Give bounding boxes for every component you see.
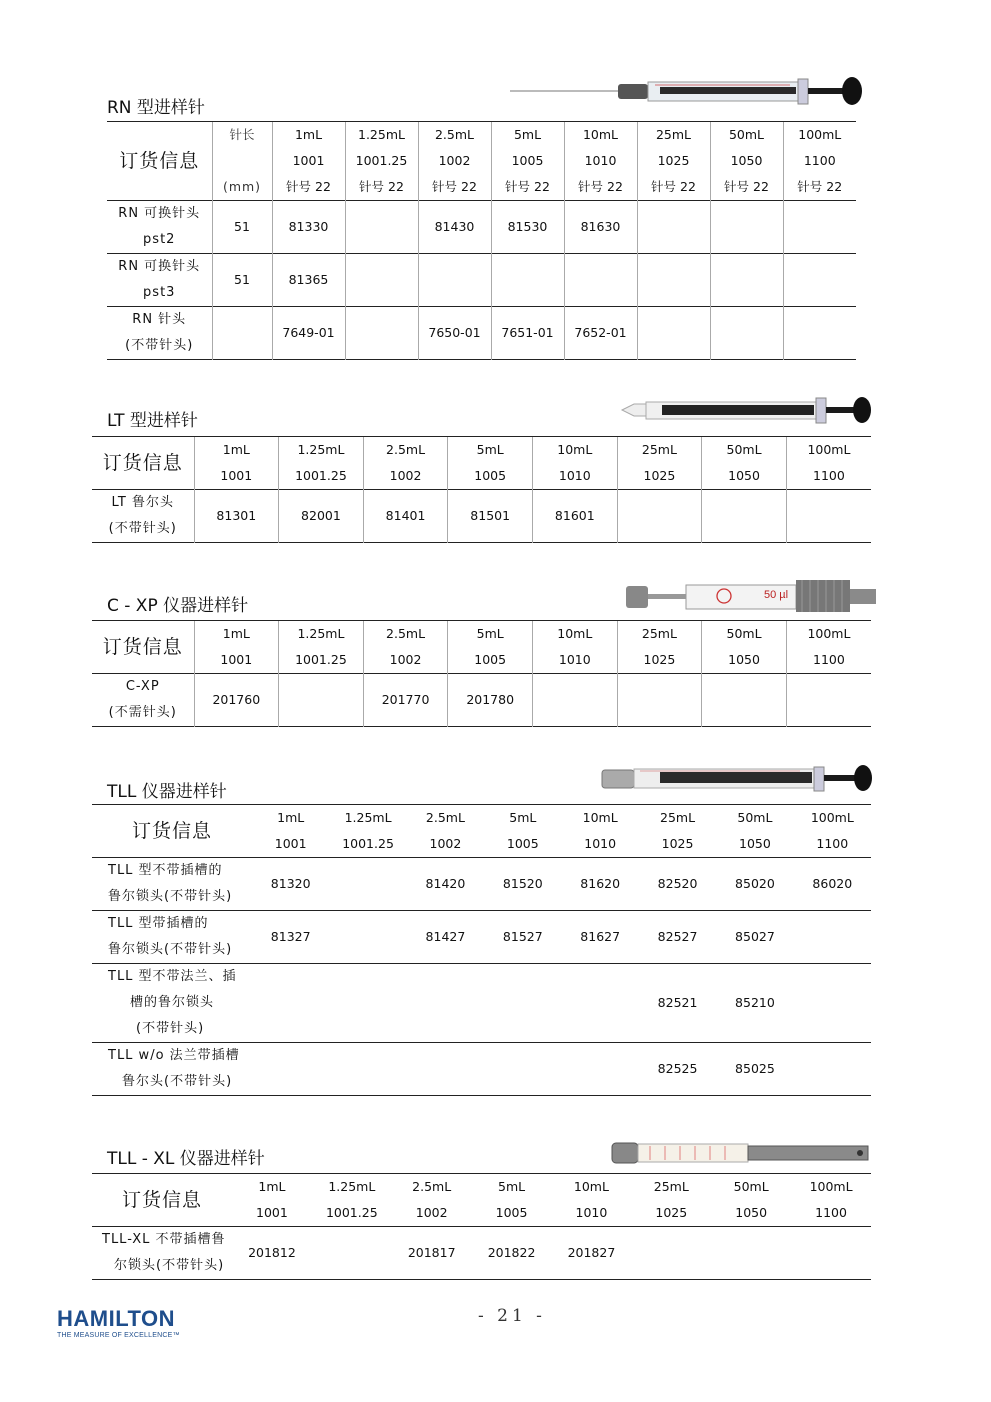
- tllxl-col-vol: 10mL: [552, 1174, 632, 1201]
- tll-syringe-image: [600, 763, 876, 795]
- rn-syringe-image: [510, 76, 865, 110]
- hamilton-logo: [57, 1306, 180, 1339]
- table-cell: [794, 911, 871, 964]
- rn-col-code: 1050: [710, 148, 783, 174]
- rn-col-vol: 50mL: [710, 122, 783, 149]
- tll-col-vol: 1mL: [252, 805, 329, 832]
- table-cell: 81520: [484, 858, 561, 911]
- table-cell: 201780: [448, 674, 533, 727]
- table-cell: [631, 1227, 711, 1280]
- table-cell: [533, 674, 618, 727]
- table-cell: [637, 201, 710, 254]
- table-cell: 201760: [194, 674, 279, 727]
- rn-col-gauge: 针号 22: [272, 174, 345, 201]
- table-cell: [345, 254, 418, 307]
- table-cell: [791, 1227, 871, 1280]
- table-cell: 85210: [716, 964, 793, 1043]
- table-cell: [786, 674, 871, 727]
- tll-col-code: 1001.25: [342, 836, 394, 851]
- table-cell: 81430: [418, 201, 491, 254]
- tllxl-col-code: 1001.25: [325, 1205, 378, 1220]
- tllxl-col-vol: 50mL: [711, 1174, 791, 1201]
- tllxl-col-code: 1010: [575, 1205, 608, 1220]
- lt-row-label: LT 鲁尔头 (不带针头): [92, 490, 194, 543]
- table-cell: 7651-01: [491, 307, 564, 360]
- tll-col-code: 1100: [816, 836, 849, 851]
- table-cell: [252, 1043, 329, 1096]
- logo-wordmark: HAMILTON: [57, 1306, 176, 1331]
- rn-col-vol: 25mL: [637, 122, 710, 149]
- table-cell: 85025: [716, 1043, 793, 1096]
- table-cell: 81330: [272, 201, 345, 254]
- table-cell: 86020: [794, 858, 871, 911]
- tllxl-order-table: [92, 1173, 871, 1280]
- tllxl-row-label: TLL-XL 不带插槽鲁 尔锁头(不带针头): [92, 1227, 232, 1280]
- rn-col-code: 1010: [564, 148, 637, 174]
- table-cell: 81401: [363, 490, 448, 543]
- table-cell: 81620: [562, 858, 639, 911]
- table-cell: [329, 858, 406, 911]
- lt-col-code: 1025: [617, 463, 702, 490]
- rn-order-label: 订货信息: [107, 122, 212, 201]
- table-cell: 81601: [533, 490, 618, 543]
- rn-col-gauge: 针号 22: [418, 174, 491, 201]
- table-cell: [562, 1043, 639, 1096]
- lt-col-code: 1001.25: [279, 463, 364, 490]
- rn-col-gauge: 针号 22: [710, 174, 783, 201]
- table-cell: [491, 254, 564, 307]
- rn-col-gauge: 针号 22: [783, 174, 856, 201]
- rn-needle-length-unit: (mm): [212, 174, 272, 201]
- tll-col-vol: 10mL: [562, 805, 639, 832]
- table-cell: [329, 911, 406, 964]
- cxp-col-vol: 5mL: [448, 621, 533, 648]
- rn-order-table: [107, 121, 856, 360]
- tll-row-label: TLL 型不带法兰、插 槽的鲁尔锁头 (不带针头): [92, 964, 252, 1043]
- table-cell: 82521: [639, 964, 716, 1043]
- table-cell: 81327: [252, 911, 329, 964]
- table-cell: 201812: [232, 1227, 312, 1280]
- tllxl-col-code: 1002: [415, 1205, 448, 1220]
- rn-col-code: 1001.25: [345, 148, 418, 174]
- cxp-row-label: C-XP (不需针头): [92, 674, 194, 727]
- lt-col-code: 1002: [363, 463, 448, 490]
- tll-col-vol: 5mL: [484, 805, 561, 832]
- tll-col-code: 1005: [506, 836, 539, 851]
- table-cell: [794, 964, 871, 1043]
- table-cell: 7649-01: [272, 307, 345, 360]
- lt-col-vol: 25mL: [617, 437, 702, 464]
- table-cell: [710, 307, 783, 360]
- table-cell: 81301: [194, 490, 279, 543]
- tllxl-order-label: 订货信息: [92, 1174, 232, 1227]
- cxp-col-vol: 1.25mL: [279, 621, 364, 648]
- rn-col-code: 1002: [418, 148, 491, 174]
- cxp-col-code: 1010: [533, 647, 618, 674]
- rn-row-length: 51: [212, 254, 272, 307]
- cxp-col-code: 1100: [786, 647, 871, 674]
- lt-col-vol: 100mL: [786, 437, 871, 464]
- table-cell: 81501: [448, 490, 533, 543]
- rn-col-vol: 5mL: [491, 122, 564, 149]
- cxp-col-code: 1050: [702, 647, 787, 674]
- cxp-col-code: 1001: [194, 647, 279, 674]
- lt-order-table: [92, 436, 871, 543]
- table-cell: 81627: [562, 911, 639, 964]
- tll-col-vol: 100mL: [794, 805, 871, 832]
- lt-col-vol: 10mL: [533, 437, 618, 464]
- logo-tagline: THE MEASURE OF EXCELLENCE™: [57, 1332, 180, 1339]
- tll-col-code: 1002: [429, 836, 462, 851]
- lt-col-vol: 50mL: [702, 437, 787, 464]
- tll-row-label: TLL 型不带插槽的 鲁尔锁头(不带针头): [92, 858, 252, 911]
- table-cell: 85027: [716, 911, 793, 964]
- tll-row-label: TLL w/o 法兰带插槽 鲁尔头(不带针头): [92, 1043, 252, 1096]
- table-cell: [637, 307, 710, 360]
- table-cell: 82525: [639, 1043, 716, 1096]
- lt-col-vol: 5mL: [448, 437, 533, 464]
- rn-col-vol: 100mL: [783, 122, 856, 149]
- cxp-col-vol: 50mL: [702, 621, 787, 648]
- tll-col-vol: 2.5mL: [407, 805, 484, 832]
- table-cell: [702, 674, 787, 727]
- tll-col-vol: 1.25mL: [329, 805, 406, 832]
- tllxl-col-vol: 100mL: [791, 1174, 871, 1201]
- table-cell: [783, 201, 856, 254]
- table-cell: [312, 1227, 392, 1280]
- rn-col-vol: 1mL: [272, 122, 345, 149]
- cxp-col-code: 1002: [363, 647, 448, 674]
- rn-row-label: RN 针头 (不带针头): [107, 307, 212, 360]
- tllxl-section-title: TLL - XL 仪器进样针: [107, 1149, 265, 1169]
- table-cell: 81365: [272, 254, 345, 307]
- table-cell: [637, 254, 710, 307]
- cxp-col-vol: 2.5mL: [363, 621, 448, 648]
- tll-col-code: 1050: [739, 836, 771, 851]
- table-cell: [564, 254, 637, 307]
- table-cell: [711, 1227, 791, 1280]
- table-cell: [783, 254, 856, 307]
- table-cell: [345, 307, 418, 360]
- lt-syringe-image: [620, 396, 875, 428]
- table-cell: [407, 1043, 484, 1096]
- rn-col-gauge: 针号 22: [491, 174, 564, 201]
- cxp-col-vol: 1mL: [194, 621, 279, 648]
- table-cell: 81427: [407, 911, 484, 964]
- table-cell: [794, 1043, 871, 1096]
- tllxl-col-code: 1100: [815, 1205, 847, 1220]
- table-cell: [710, 254, 783, 307]
- rn-col-code: 1005: [491, 148, 564, 174]
- table-cell: [418, 254, 491, 307]
- rn-col-gauge: 针号 22: [637, 174, 710, 201]
- table-cell: 81630: [564, 201, 637, 254]
- rn-section-title: RN 型进样针: [107, 98, 205, 118]
- table-cell: [617, 490, 702, 543]
- tllxl-col-vol: 25mL: [631, 1174, 711, 1201]
- rn-col-gauge: 针号 22: [564, 174, 637, 201]
- rn-row-length: 51: [212, 201, 272, 254]
- table-cell: 82520: [639, 858, 716, 911]
- table-cell: [710, 201, 783, 254]
- rn-row-length: [212, 307, 272, 360]
- lt-col-code: 1005: [448, 463, 533, 490]
- tllxl-col-code: 1050: [735, 1205, 768, 1220]
- tllxl-syringe-image: [610, 1138, 874, 1168]
- tllxl-col-code: 1025: [655, 1205, 688, 1220]
- lt-order-label: 订货信息: [92, 437, 194, 490]
- table-cell: 81420: [407, 858, 484, 911]
- page-number: - 21 -: [478, 1306, 546, 1326]
- table-cell: [783, 307, 856, 360]
- table-cell: [484, 1043, 561, 1096]
- tll-order-label: 订货信息: [92, 805, 252, 858]
- table-cell: [329, 964, 406, 1043]
- rn-col-vol: 1.25mL: [345, 122, 418, 149]
- tllxl-col-vol: 2.5mL: [392, 1174, 472, 1201]
- table-cell: 82527: [639, 911, 716, 964]
- lt-section-title: LT 型进样针: [107, 411, 198, 431]
- rn-needle-length-label: 针长: [212, 122, 272, 149]
- table-cell: [702, 490, 787, 543]
- rn-col-code: 1001: [272, 148, 345, 174]
- table-cell: [617, 674, 702, 727]
- tll-col-code: 1001: [274, 836, 307, 851]
- lt-col-code: 1001: [194, 463, 279, 490]
- table-cell: 81530: [491, 201, 564, 254]
- lt-col-vol: 1.25mL: [279, 437, 364, 464]
- tllxl-col-vol: 1.25mL: [312, 1174, 392, 1201]
- table-cell: 201817: [392, 1227, 472, 1280]
- tllxl-col-vol: 5mL: [472, 1174, 552, 1201]
- tll-order-table: [92, 804, 871, 1096]
- table-cell: 201827: [552, 1227, 632, 1280]
- cxp-syringe-label: 50 µl: [764, 589, 789, 601]
- table-cell: 81527: [484, 911, 561, 964]
- table-cell: [407, 964, 484, 1043]
- rn-col-code: 1100: [783, 148, 856, 174]
- rn-row-label: RN 可换针头 pst2: [107, 201, 212, 254]
- lt-col-vol: 2.5mL: [363, 437, 448, 464]
- cxp-col-vol: 25mL: [617, 621, 702, 648]
- lt-col-code: 1050: [702, 463, 787, 490]
- tll-col-vol: 25mL: [639, 805, 716, 832]
- table-cell: [279, 674, 364, 727]
- tllxl-col-vol: 1mL: [232, 1174, 312, 1201]
- table-cell: [562, 964, 639, 1043]
- table-cell: [484, 964, 561, 1043]
- tll-col-code: 1010: [584, 836, 617, 851]
- rn-col-vol: 2.5mL: [418, 122, 491, 149]
- table-cell: 7652-01: [564, 307, 637, 360]
- table-cell: [786, 490, 871, 543]
- cxp-order-table: [92, 620, 871, 727]
- rn-col-gauge: 针号 22: [345, 174, 418, 201]
- table-cell: 201822: [472, 1227, 552, 1280]
- tllxl-col-code: 1001: [256, 1205, 288, 1220]
- cxp-col-vol: 100mL: [786, 621, 871, 648]
- rn-col-vol: 10mL: [564, 122, 637, 149]
- cxp-syringe-image: [624, 576, 878, 618]
- cxp-col-code: 1001.25: [279, 647, 364, 674]
- cxp-col-code: 1005: [448, 647, 533, 674]
- table-cell: 85020: [716, 858, 793, 911]
- cxp-section-title: C - XP 仪器进样针: [107, 596, 249, 616]
- lt-col-code: 1100: [786, 463, 871, 490]
- cxp-order-label: 订货信息: [92, 621, 194, 674]
- table-cell: [345, 201, 418, 254]
- tll-section-title: TLL 仪器进样针: [107, 782, 227, 802]
- rn-col-code: 1025: [637, 148, 710, 174]
- tll-col-vol: 50mL: [716, 805, 793, 832]
- tll-col-code: 1025: [661, 836, 694, 851]
- table-cell: [252, 964, 329, 1043]
- table-cell: 201770: [363, 674, 448, 727]
- table-cell: 82001: [279, 490, 364, 543]
- lt-col-code: 1010: [533, 463, 618, 490]
- tllxl-col-code: 1005: [495, 1205, 528, 1220]
- cxp-col-vol: 10mL: [533, 621, 618, 648]
- cxp-col-code: 1025: [617, 647, 702, 674]
- table-cell: 7650-01: [418, 307, 491, 360]
- table-cell: [329, 1043, 406, 1096]
- lt-col-vol: 1mL: [194, 437, 279, 464]
- table-cell: 81320: [252, 858, 329, 911]
- rn-row-label: RN 可换针头 pst3: [107, 254, 212, 307]
- tll-row-label: TLL 型带插槽的 鲁尔锁头(不带针头): [92, 911, 252, 964]
